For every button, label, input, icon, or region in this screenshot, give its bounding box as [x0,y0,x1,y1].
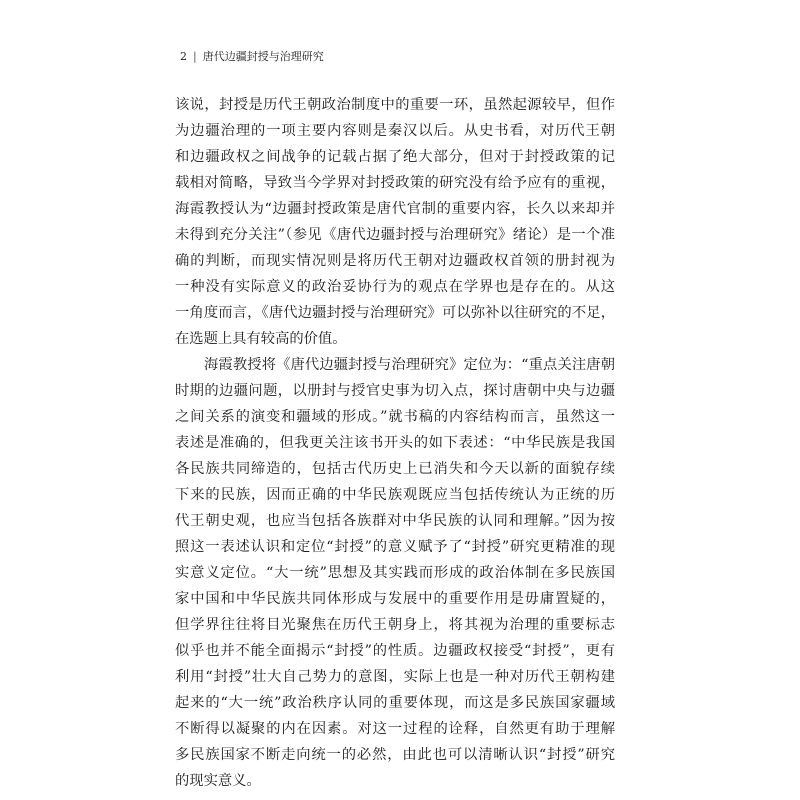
paragraph-1 [175,92,615,352]
paragraph-line: 起来的“大一统”政治秩序认同的重要体现，而这是多民族国家疆域 [175,695,615,711]
paragraph-line: 海霞教授将《唐代边疆封授与治理研究》定位为：“重点关注唐朝 [204,357,615,373]
paragraph-line: 一种没有实际意义的政治妥协行为的观点在学界也是存在的。从这 [175,279,615,295]
page-number: 2 [180,50,187,63]
header-separator: | [193,50,197,63]
paragraph-line: 海霞教授认为“边疆封授政策是唐代官制的重要内容，长久以来却并 [175,201,615,217]
paragraph-line: 未得到充分关注”（参见《唐代边疆封授与治理研究》绪论）是一个准 [175,227,615,243]
paragraph-line: 家中国和中华民族共同体形成与发展中的重要作用是毋庸置疑的， [175,591,615,607]
paragraph-line: 该说，封授是历代王朝政治制度中的重要一环，虽然起源较早，但作 [175,97,615,113]
paragraph-line: 载相对简略，导致当今学界对封授政策的研究没有给予应有的重视， [175,175,615,191]
paragraph-line: 一角度而言，《唐代边疆封授与治理研究》可以弥补以往研究的不足， [175,305,615,321]
paragraph-line: 利用“封授”壮大自己势力的意图，实际上也是一种对历代王朝构建 [175,669,615,685]
book-title: 唐代边疆封授与治理研究 [202,50,324,63]
paragraph-line: 和边疆政权之间战争的记载占据了绝大部分，但对于封授政策的记 [175,149,615,165]
paragraph-line: 的现实意义。 [175,773,261,789]
paragraph-line: 下来的民族，因而正确的中华民族观既应当包括传统认为正统的历 [175,487,615,503]
paragraph-2 [175,352,615,794]
paragraph-line: 照这一表述认识和定位“封授”的意义赋予了“封授”研究更精准的现 [175,539,615,555]
paragraph-line: 不断得以凝聚的内在因素。对这一过程的诠释，自然更有助于理解 [175,721,615,737]
paragraph-line: 在选题上具有较高的价值。 [175,331,347,347]
paragraph-line: 之间关系的演变和疆域的形成。”就书稿的内容结构而言，虽然这一 [175,409,615,425]
body-text [175,92,615,794]
paragraph-line: 多民族国家不断走向统一的必然，由此也可以清晰认识“封授”研究 [175,747,615,763]
paragraph-line: 代王朝史观，也应当包括各族群对中华民族的认同和理解。”因为按 [175,513,615,529]
paragraph-line: 实意义定位。“大一统”思想及其实践而形成的政治体制在多民族国 [175,565,615,581]
paragraph-line: 各民族共同缔造的，包括古代历史上已消失和今天以新的面貌存续 [175,461,615,477]
paragraph-line: 似乎也并不能全面揭示“封授”的性质。边疆政权接受“封授”，更有 [175,643,615,659]
paragraph-line: 确的判断，而现实情况则是将历代王朝对边疆政权首领的册封视为 [175,253,615,269]
paragraph-line: 表述是准确的，但我更关注该书开头的如下表述：“中华民族是我国 [175,435,615,451]
paragraph-line: 时期的边疆问题，以册封与授官史事为切入点，探讨唐朝中央与边疆 [175,383,615,399]
paragraph-line: 但学界往往将目光聚焦在历代王朝身上，将其视为治理的重要标志 [175,617,615,633]
paragraph-line: 为边疆治理的一项主要内容则是秦汉以后。从史书看，对历代王朝 [175,123,615,139]
running-head [180,50,324,64]
